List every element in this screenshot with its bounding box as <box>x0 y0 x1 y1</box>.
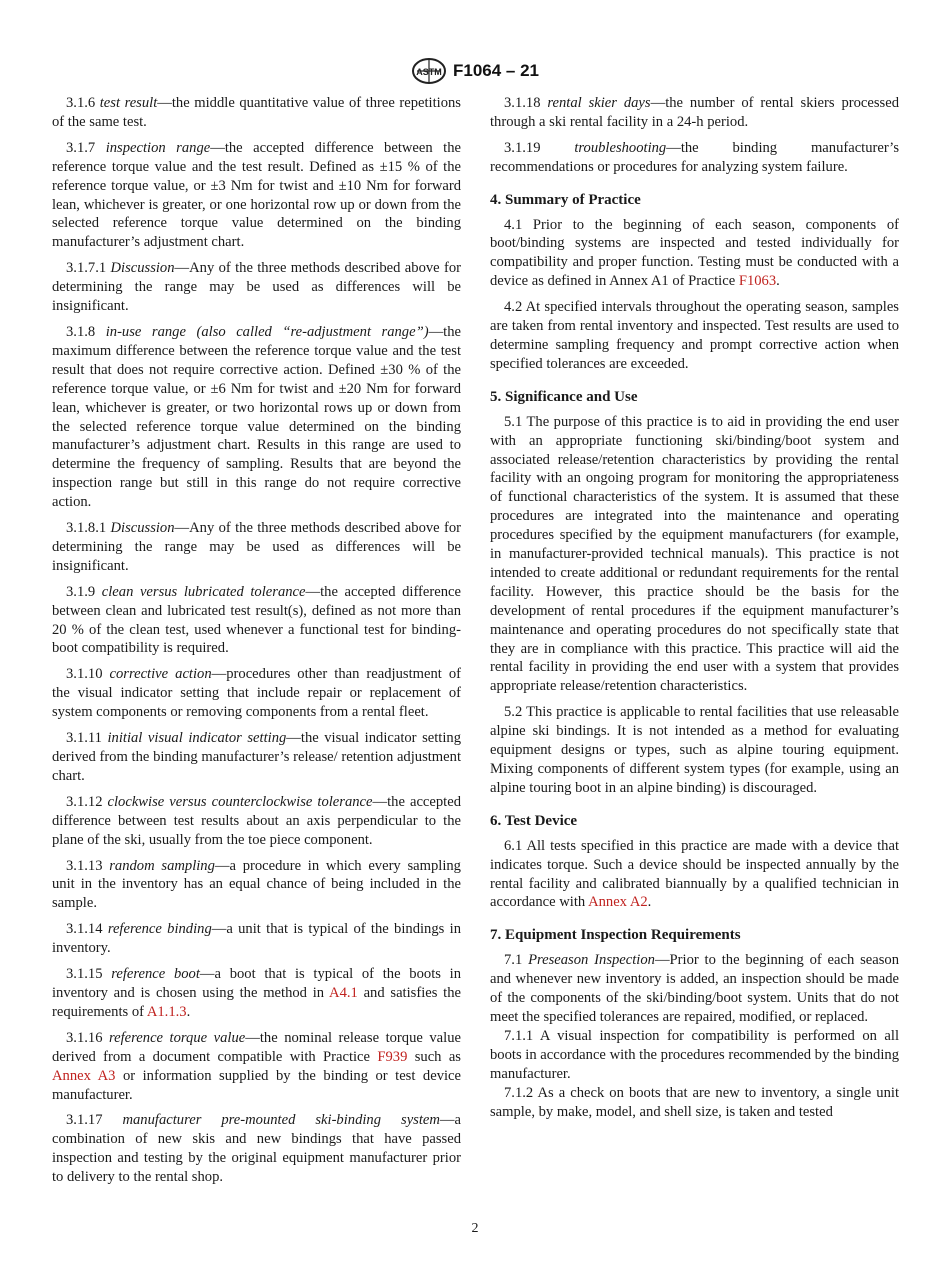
defined-term: random sampling <box>109 857 215 874</box>
paragraph <box>52 519 461 576</box>
paragraph <box>490 216 899 292</box>
paragraph-text: or information supplied by the binding or test device manufacturer. <box>52 1067 461 1103</box>
defined-term: corrective action <box>109 666 212 683</box>
cross-reference-link[interactable]: Annex A2 <box>588 894 648 911</box>
section-number: 3.1.15 <box>66 966 112 983</box>
section-number: 3.1.6 <box>66 95 100 111</box>
cross-reference-link[interactable]: Annex A3 <box>52 1067 116 1084</box>
paragraph-text: All tests specified in this practice are made with a device that indicates torque. Such a device should be inspected annually by the rental facility and calibrated biannually by a qualified technician in accordance with <box>490 837 899 911</box>
paragraph-text: —Prior to the beginning of each season and whenever new inventory is added, an inspection should be made of the components of the ski/binding/boot system. Units that do not meet the specified tolerances are repaired, modified, or replaced. <box>490 952 900 1025</box>
section-number: 7.1.1 <box>504 1027 540 1044</box>
defined-term: initial visual indicator setting <box>107 730 287 747</box>
defined-term: Preseason Inspection <box>528 952 655 969</box>
paragraph-text: —procedures other than readjustment of the visual indicator setting that include repair or replacement of system components or removing components from a rental fleet. <box>52 666 461 721</box>
paragraph-text: —the maximum difference between the reference torque value and the test result that does not require corrective action. Defined ±30 % of the reference torque value, or ±6 Nm for twist and ±20 Nm for forward lean, whichever is greater, or two horizontal rows up or down from the selected reference torque value determined on the binding manufacturer’s adjustment chart. Results in this range are used to determine the frequency of sampling. Results that are beyond the inspection range but still in this range do not require corrective action. <box>52 323 461 511</box>
paragraph-text: At specified intervals throughout the operating season, samples are taken from rental inventory and inspected. Test results are used to determine sampling frequency and prompt corrective action when specified tolerances are exceeded. <box>490 299 899 372</box>
section-heading: 7. Equipment Inspection Requirements <box>490 927 741 944</box>
paragraph <box>52 1111 461 1187</box>
defined-term: clockwise versus counterclockwise tolerance <box>107 793 373 810</box>
paragraph-text: —Any of the three methods described above for determining the range may be used as differences will be insignificant. <box>52 520 461 574</box>
paragraph <box>52 323 461 512</box>
paragraph-text: —the middle quantitative value of three repetitions of the same test. <box>52 95 461 130</box>
astm-logo-icon <box>411 57 447 85</box>
defined-term: test result <box>99 95 158 111</box>
left-column <box>52 94 461 1194</box>
right-column <box>490 94 899 1121</box>
section-heading: 5. Significance and Use <box>490 388 638 405</box>
paragraph-text: —the nominal release torque value derived from a document compatible with Practice <box>52 1029 461 1065</box>
paragraph-text: Prior to the beginning of each season, components of boot/binding systems are inspected and tested individually for compatibility and proper function. Testing must be conducted with a device as defined in Annex A1 of Practice <box>490 216 900 290</box>
paragraph <box>52 965 461 1022</box>
defined-term: manufacturer pre-mounted ski-binding system <box>122 1112 440 1129</box>
paragraph <box>52 729 461 786</box>
paragraph <box>52 259 461 316</box>
section-number: 3.1.12 <box>66 793 108 810</box>
paragraph-text: —Any of the three methods described above for determining the range may be used as differences will be insignificant. <box>52 260 461 315</box>
paragraph <box>52 665 461 722</box>
paragraph <box>490 951 899 1027</box>
paragraph <box>52 920 461 958</box>
section-number: 3.1.18 <box>504 95 548 111</box>
paragraph <box>490 298 899 374</box>
section-heading: 6. Test Device <box>490 812 578 829</box>
paragraph <box>490 837 899 913</box>
svg-text:ASTM: ASTM <box>416 67 442 77</box>
paragraph <box>52 1029 461 1105</box>
paragraph <box>52 139 461 252</box>
section-number: 3.1.9 <box>66 583 102 600</box>
section-number: 3.1.7.1 <box>66 260 111 277</box>
section-number: 3.1.11 <box>66 730 108 747</box>
cross-reference-link[interactable]: A1.1.3 <box>146 1003 187 1020</box>
paragraph-text: —the accepted difference between clean and lubricated test result(s), defined as not more than 20 % of the clean test, used whenever a functional test for binding-boot compatibility is required. <box>52 583 461 657</box>
paragraph-text: —a unit that is typical of the bindings in inventory. <box>52 921 462 957</box>
paragraph-text: . <box>647 894 652 911</box>
paragraph <box>490 1084 899 1122</box>
section-number: 3.1.13 <box>66 857 110 874</box>
paragraph <box>490 94 899 132</box>
page-header <box>0 56 950 86</box>
cross-reference-link[interactable]: F939 <box>377 1048 408 1065</box>
section-number: 4.1 <box>504 216 533 233</box>
paragraph <box>490 413 899 697</box>
defined-term: Discussion <box>110 260 175 277</box>
page-number: 2 <box>471 1221 479 1236</box>
paragraph-text: —the number of rental skiers processed through a ski rental facility in a 24-h period. <box>490 95 899 130</box>
paragraph-text: —the visual indicator setting derived from the binding manufacturer’s release/ retention adjustment chart. <box>52 730 461 784</box>
section-number: 5.1 <box>504 413 527 430</box>
defined-term: clean versus lubricated tolerance <box>101 583 306 600</box>
defined-term: reference binding <box>107 921 212 938</box>
section-number: 3.1.7 <box>66 139 106 156</box>
defined-term: in-use range (also called “re-adjustment range”) <box>105 323 429 340</box>
defined-term: reference torque value <box>109 1029 246 1046</box>
section-number: 4.2 <box>504 299 526 316</box>
paragraph <box>52 857 461 914</box>
section-number: 3.1.8.1 <box>66 520 111 537</box>
paragraph-text: —a boot that is typical of the boots in inventory and is chosen using the method in <box>52 966 462 1001</box>
section-number: 5.2 <box>504 704 527 721</box>
paragraph-text: As a check on boots that are new to inventory, a single unit sample, by make, model, and shell size, is taken and tested <box>490 1084 899 1120</box>
document-designation: F1064 – 21 <box>452 61 539 80</box>
section-number: 3.1.10 <box>66 666 110 683</box>
cross-reference-link[interactable]: F1063 <box>738 273 777 290</box>
defined-term: inspection range <box>105 139 211 156</box>
paragraph <box>52 583 461 659</box>
section-number: 3.1.8 <box>66 323 106 340</box>
paragraph-text: —a combination of new skis and new bindings that have passed inspection and testing by the original equipment manufacturer prior to delivery to the rental shop. <box>52 1112 461 1186</box>
paragraph <box>490 139 899 177</box>
paragraph-text: . <box>186 1003 191 1020</box>
paragraph-text: —a procedure in which every sampling unit in the inventory has an equal chance of being included in the sample. <box>52 857 461 912</box>
paragraph-text: —the binding manufacturer’s recommendations or procedures for analyzing system failure. <box>490 139 900 175</box>
paragraph <box>490 1027 899 1084</box>
defined-term: rental skier days <box>547 95 651 111</box>
defined-term: troubleshooting <box>574 139 667 156</box>
section-number: 7.1 <box>504 952 529 969</box>
section-number: 3.1.14 <box>66 921 108 938</box>
paragraph-text: . <box>776 273 780 290</box>
paragraph-text: and satisfies the requirements of <box>52 984 461 1020</box>
defined-term: Discussion <box>110 520 175 537</box>
section-number: 3.1.16 <box>66 1029 110 1046</box>
defined-term: reference boot <box>111 966 200 983</box>
paragraph <box>52 793 461 850</box>
section-number: 3.1.17 <box>66 1112 123 1129</box>
paragraph-text: —the accepted difference between the reference torque value and the test result. Defined as ±15 % of the reference torque value, or ±3 Nm for twist and ±10 Nm for forward lean, whichever is greater, or one horizontal row up or down from the selected reference torque value determined on the binding manufacturer’s adjustment chart. <box>52 139 461 251</box>
paragraph-text: A visual inspection for compatibility is performed on all boots in accordance with the procedures recommended by the binding manufacturer. <box>490 1027 900 1082</box>
paragraph-text: The purpose of this practice is to aid in providing the end user with an appropriate functioning ski/binding/boot system and associated release/retention characteristics by providing the rental facility with an ongoing program for monitoring the appropriateness of functional characteristics of the system. It is assumed that these procedures are integrated into the maintenance and operating procedures specified by the equipment manufacturers (for example, in manufacturer-provided technical manuals). This practice is not intended to create additional or redundant requirements for the rental facility. However, this practice should be the basis for the development of rental procedures if the equipment manufacturer’s maintenance and operating procedures do not specifically state that they are in compliance with this practice. This practice will aid the rental facility in providing the end user with a system that provides appropriate release/retention characteristics. <box>490 413 899 695</box>
paragraph-text: such as <box>407 1048 461 1065</box>
paragraph-text: This practice is applicable to rental facilities that use releasable alpine ski bindings. It is not intended as a method for evaluating equipment designs or types, such as alpine touring equipment. Mixing components of different system types (for example, using an alpine touring boot in an alpine binding) is discouraged. <box>490 704 899 796</box>
section-heading: 4. Summary of Practice <box>490 191 641 208</box>
paragraph-text: —the accepted difference between test results about an axis perpendicular to the plane of the ski, usually from the toe piece component. <box>52 793 462 848</box>
section-number: 7.1.2 <box>504 1084 538 1101</box>
section-number: 6.1 <box>504 837 527 854</box>
paragraph <box>490 703 899 798</box>
cross-reference-link[interactable]: A4.1 <box>329 984 358 1001</box>
paragraph <box>52 94 461 132</box>
section-number: 3.1.19 <box>504 139 575 156</box>
